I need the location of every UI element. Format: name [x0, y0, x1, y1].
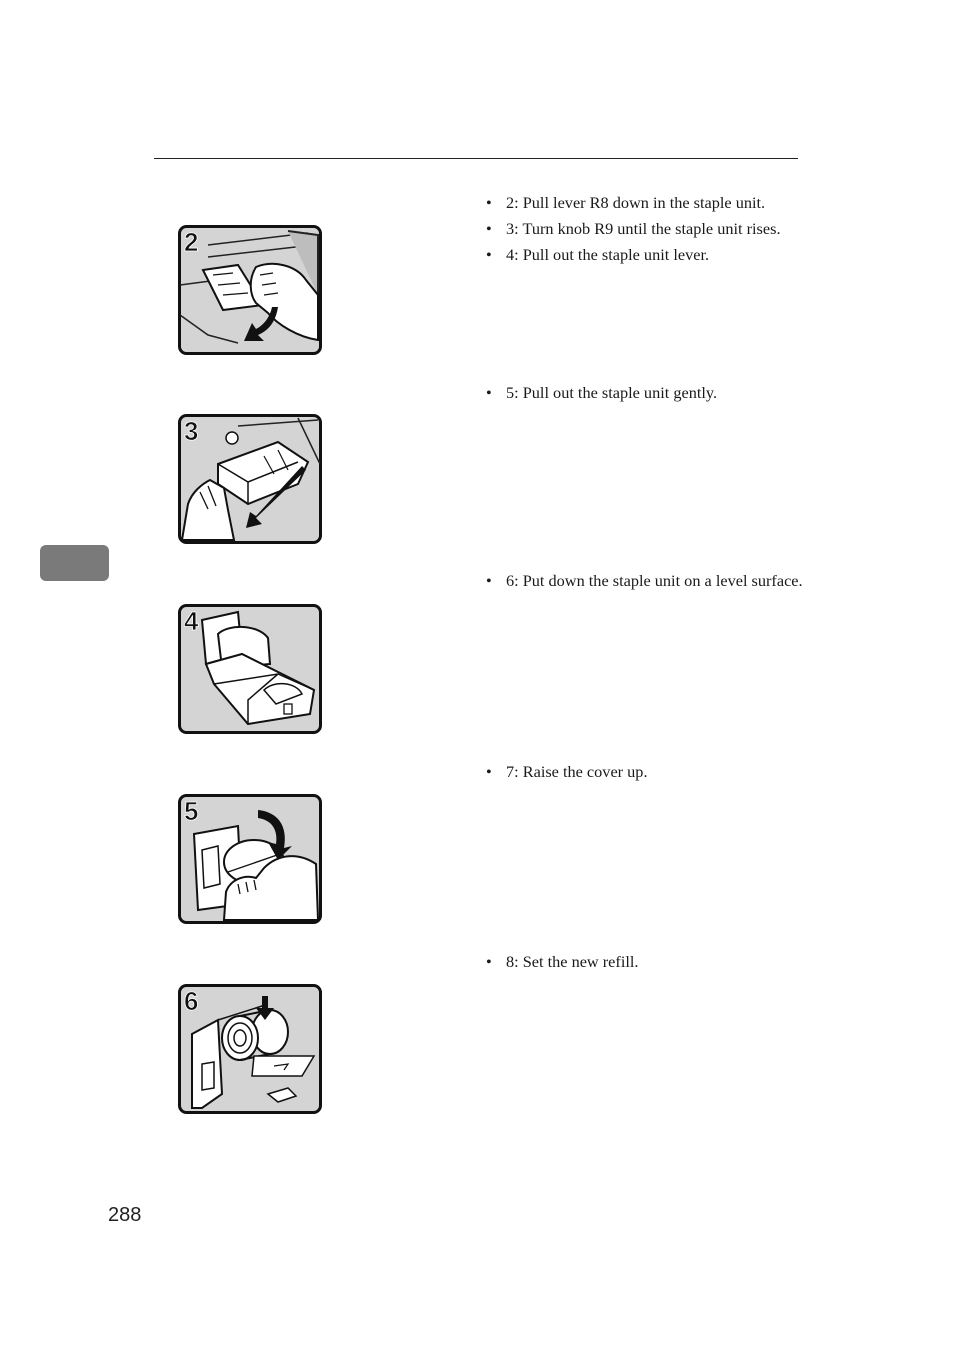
- list-item: • 7: Raise the cover up.: [486, 762, 806, 782]
- step-5-instructions: [486, 762, 806, 788]
- step-number: 5: [184, 796, 199, 826]
- list-item: • 5: Pull out the staple unit gently.: [486, 383, 806, 403]
- list-item: • 2: Pull lever R8 down in the staple unit.: [486, 193, 806, 213]
- step-number: 2: [184, 227, 199, 257]
- step-5-illustration: [178, 794, 322, 924]
- list-item: • 8: Set the new refill.: [486, 952, 806, 972]
- list-item: • 6: Put down the staple unit on a level surface.: [486, 571, 806, 591]
- step-number: 4: [184, 606, 199, 636]
- step-4-instructions: [486, 571, 806, 597]
- list-item: • 3: Turn knob R9 until the staple unit rises.: [486, 219, 806, 239]
- step-2-illustration: [178, 225, 322, 355]
- chapter-tab: [40, 545, 109, 581]
- list-item: • 4: Pull out the staple unit lever.: [486, 245, 806, 265]
- step-number: 3: [184, 416, 199, 446]
- step-4-illustration: [178, 604, 322, 734]
- step-3-illustration: [178, 414, 322, 544]
- step-6-instructions: [486, 952, 806, 978]
- step-number: 6: [184, 986, 199, 1016]
- step-3-instructions: [486, 383, 806, 409]
- step-2-instructions: [486, 193, 806, 271]
- step-6-illustration: [178, 984, 322, 1114]
- header-rule: [154, 158, 798, 159]
- page-number: 288: [108, 1204, 142, 1226]
